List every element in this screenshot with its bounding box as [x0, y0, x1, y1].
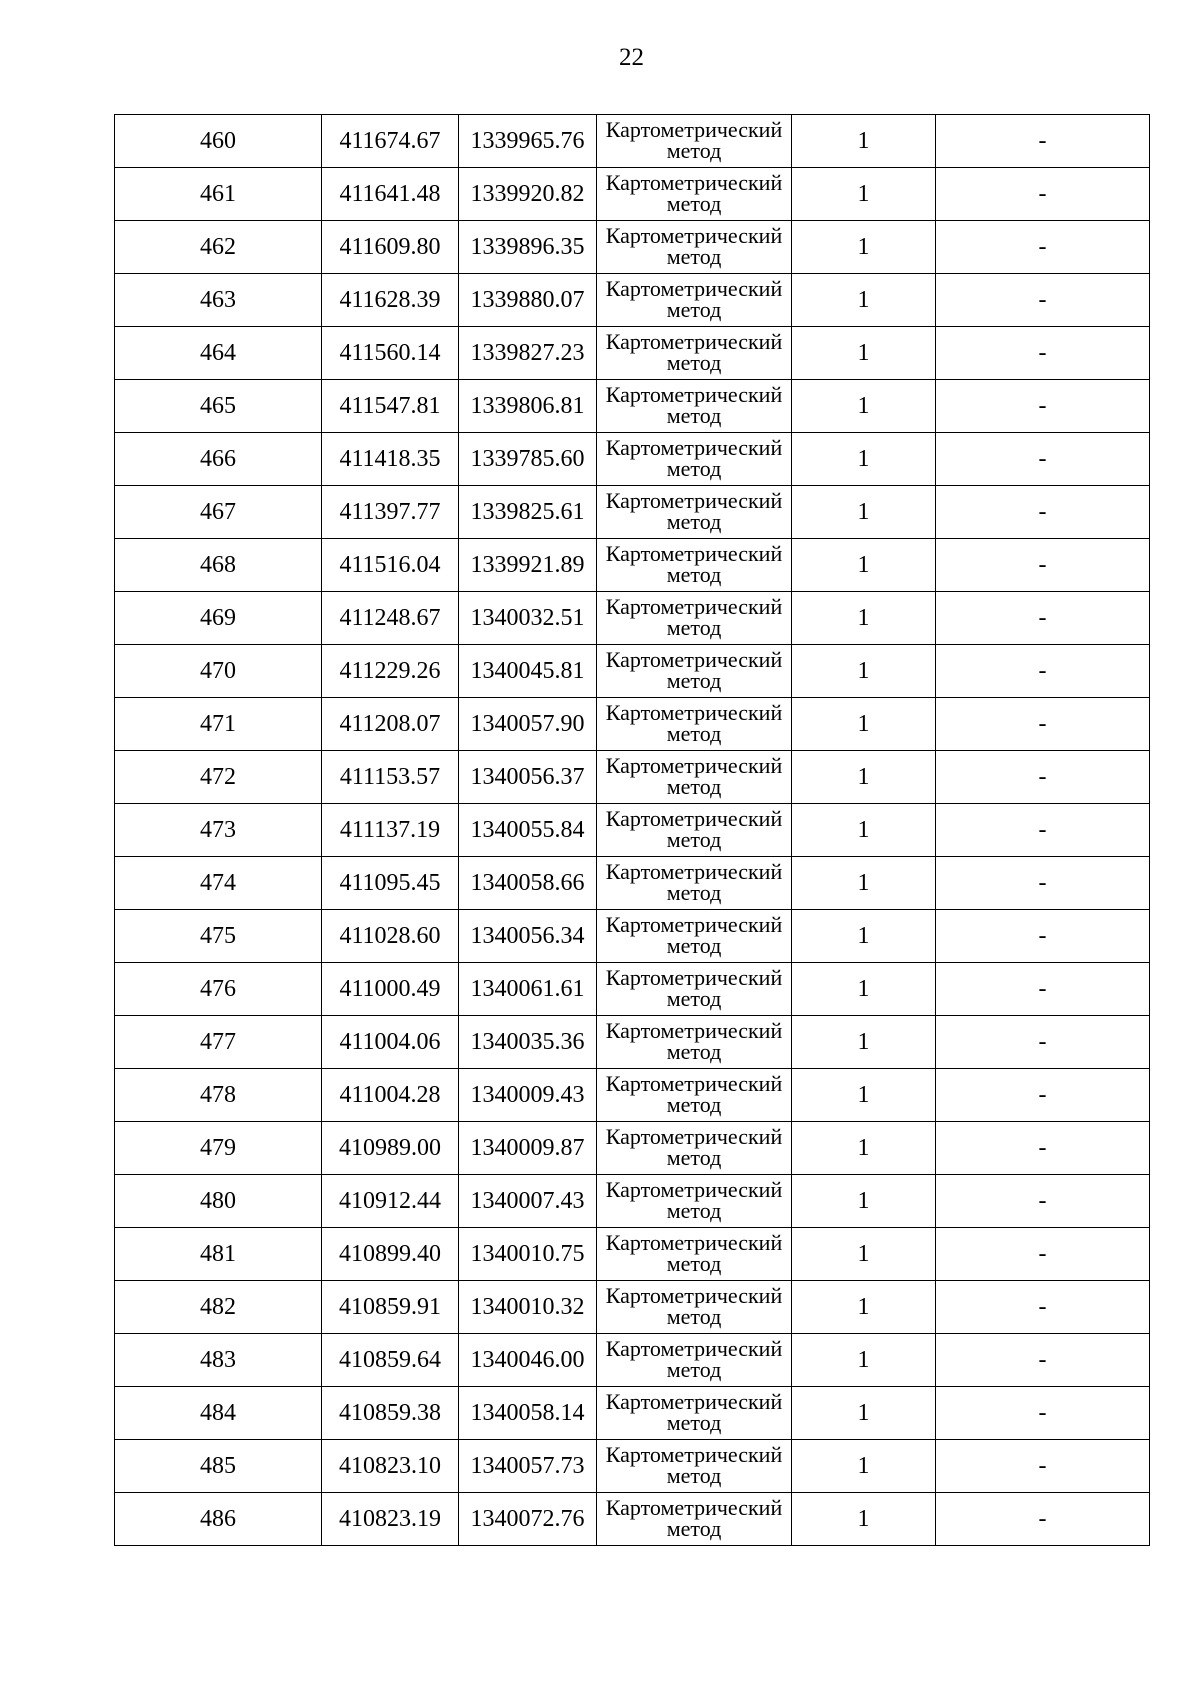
- x-coordinate-cell: 410859.91: [322, 1281, 459, 1334]
- y-coordinate-cell: 1339880.07: [459, 274, 597, 327]
- y-coordinate-cell: 1340009.43: [459, 1069, 597, 1122]
- method-line2: метод: [666, 880, 722, 905]
- method-line2: метод: [666, 509, 722, 534]
- method-cell: [597, 1069, 792, 1122]
- method-cell: [597, 274, 792, 327]
- table-row: [115, 539, 1150, 592]
- method-cell: [597, 1281, 792, 1334]
- accuracy-cell: 1: [792, 433, 936, 486]
- method-line1: Картометрический: [605, 1177, 783, 1203]
- method-cell: [597, 327, 792, 380]
- method-line1: Картометрический: [605, 647, 783, 673]
- point-number-cell: 460: [115, 115, 322, 168]
- y-coordinate-cell: 1340032.51: [459, 592, 597, 645]
- method-cell: [597, 698, 792, 751]
- method-line2: метод: [666, 933, 722, 958]
- table-row: [115, 963, 1150, 1016]
- y-coordinate-cell: 1340058.66: [459, 857, 597, 910]
- accuracy-cell: 1: [792, 751, 936, 804]
- y-coordinate-cell: 1339921.89: [459, 539, 597, 592]
- note-cell: -: [936, 1228, 1150, 1281]
- note-cell: -: [936, 1387, 1150, 1440]
- method-line1: Картометрический: [605, 1442, 783, 1468]
- method-line1: Картометрический: [605, 1071, 783, 1097]
- accuracy-cell: 1: [792, 115, 936, 168]
- x-coordinate-cell: 411628.39: [322, 274, 459, 327]
- method-cell: [597, 486, 792, 539]
- accuracy-cell: 1: [792, 910, 936, 963]
- point-number-cell: 480: [115, 1175, 322, 1228]
- table-row: [115, 698, 1150, 751]
- method-line2: метод: [666, 562, 722, 587]
- method-line1: Картометрический: [605, 700, 783, 726]
- method-cell: [597, 1016, 792, 1069]
- table-row: [115, 751, 1150, 804]
- accuracy-cell: 1: [792, 274, 936, 327]
- x-coordinate-cell: 410859.64: [322, 1334, 459, 1387]
- y-coordinate-cell: 1340007.43: [459, 1175, 597, 1228]
- note-cell: -: [936, 433, 1150, 486]
- point-number-cell: 474: [115, 857, 322, 910]
- y-coordinate-cell: 1339920.82: [459, 168, 597, 221]
- x-coordinate-cell: 411248.67: [322, 592, 459, 645]
- method-line2: метод: [666, 1463, 722, 1488]
- accuracy-cell: 1: [792, 221, 936, 274]
- method-line1: Картометрический: [605, 329, 783, 355]
- accuracy-cell: 1: [792, 963, 936, 1016]
- method-line2: метод: [666, 244, 722, 269]
- x-coordinate-cell: 411418.35: [322, 433, 459, 486]
- x-coordinate-cell: 411397.77: [322, 486, 459, 539]
- method-cell: [597, 1387, 792, 1440]
- point-number-cell: 477: [115, 1016, 322, 1069]
- point-number-cell: 478: [115, 1069, 322, 1122]
- point-number-cell: 469: [115, 592, 322, 645]
- method-cell: [597, 1228, 792, 1281]
- method-cell: [597, 115, 792, 168]
- table-row: [115, 1069, 1150, 1122]
- table-row: [115, 592, 1150, 645]
- method-cell: [597, 380, 792, 433]
- x-coordinate-cell: 411028.60: [322, 910, 459, 963]
- x-coordinate-cell: 410823.10: [322, 1440, 459, 1493]
- method-line2: метод: [666, 403, 722, 428]
- y-coordinate-cell: 1339827.23: [459, 327, 597, 380]
- y-coordinate-cell: 1340058.14: [459, 1387, 597, 1440]
- point-number-cell: 468: [115, 539, 322, 592]
- method-line1: Картометрический: [605, 1336, 783, 1362]
- method-line1: Картометрический: [605, 223, 783, 249]
- accuracy-cell: 1: [792, 1228, 936, 1281]
- point-number-cell: 482: [115, 1281, 322, 1334]
- note-cell: -: [936, 168, 1150, 221]
- method-cell: [597, 804, 792, 857]
- point-number-cell: 483: [115, 1334, 322, 1387]
- method-cell: [597, 910, 792, 963]
- point-number-cell: 463: [115, 274, 322, 327]
- x-coordinate-cell: 410823.19: [322, 1493, 459, 1546]
- method-cell: [597, 433, 792, 486]
- page-number: 22: [619, 44, 644, 71]
- accuracy-cell: 1: [792, 645, 936, 698]
- table-row: [115, 804, 1150, 857]
- method-line1: Картометрический: [605, 965, 783, 991]
- method-line1: Картометрический: [605, 753, 783, 779]
- point-number-cell: 473: [115, 804, 322, 857]
- table-row: [115, 1281, 1150, 1334]
- method-cell: [597, 645, 792, 698]
- note-cell: -: [936, 221, 1150, 274]
- note-cell: -: [936, 327, 1150, 380]
- note-cell: -: [936, 592, 1150, 645]
- x-coordinate-cell: 411674.67: [322, 115, 459, 168]
- table-row: [115, 1228, 1150, 1281]
- note-cell: -: [936, 1493, 1150, 1546]
- point-number-cell: 471: [115, 698, 322, 751]
- y-coordinate-cell: 1340046.00: [459, 1334, 597, 1387]
- note-cell: -: [936, 274, 1150, 327]
- table-row: [115, 221, 1150, 274]
- accuracy-cell: 1: [792, 539, 936, 592]
- note-cell: -: [936, 698, 1150, 751]
- note-cell: -: [936, 857, 1150, 910]
- method-line1: Картометрический: [605, 170, 783, 196]
- x-coordinate-cell: 411004.06: [322, 1016, 459, 1069]
- y-coordinate-cell: 1340010.32: [459, 1281, 597, 1334]
- x-coordinate-cell: 411004.28: [322, 1069, 459, 1122]
- accuracy-cell: 1: [792, 1334, 936, 1387]
- method-line2: метод: [666, 721, 722, 746]
- x-coordinate-cell: 411000.49: [322, 963, 459, 1016]
- method-line1: Картометрический: [605, 912, 783, 938]
- method-line2: метод: [666, 827, 722, 852]
- method-cell: [597, 963, 792, 1016]
- method-cell: [597, 539, 792, 592]
- accuracy-cell: 1: [792, 1069, 936, 1122]
- y-coordinate-cell: 1340072.76: [459, 1493, 597, 1546]
- point-number-cell: 479: [115, 1122, 322, 1175]
- method-line1: Картометрический: [605, 541, 783, 567]
- note-cell: -: [936, 1175, 1150, 1228]
- method-line1: Картометрический: [605, 1124, 783, 1150]
- method-line1: Картометрический: [605, 435, 783, 461]
- method-line1: Картометрический: [605, 594, 783, 620]
- point-number-cell: 461: [115, 168, 322, 221]
- point-number-cell: 466: [115, 433, 322, 486]
- note-cell: -: [936, 751, 1150, 804]
- point-number-cell: 470: [115, 645, 322, 698]
- accuracy-cell: 1: [792, 1281, 936, 1334]
- method-line2: метод: [666, 668, 722, 693]
- y-coordinate-cell: 1340035.36: [459, 1016, 597, 1069]
- y-coordinate-cell: 1340055.84: [459, 804, 597, 857]
- method-line2: метод: [666, 138, 722, 163]
- method-line1: Картометрический: [605, 488, 783, 514]
- method-line2: метод: [666, 1251, 722, 1276]
- accuracy-cell: 1: [792, 1122, 936, 1175]
- point-number-cell: 464: [115, 327, 322, 380]
- accuracy-cell: 1: [792, 1016, 936, 1069]
- method-line2: метод: [666, 1039, 722, 1064]
- table-row: [115, 1175, 1150, 1228]
- table-row: [115, 1493, 1150, 1546]
- note-cell: -: [936, 1122, 1150, 1175]
- accuracy-cell: 1: [792, 804, 936, 857]
- accuracy-cell: 1: [792, 486, 936, 539]
- table-row: [115, 274, 1150, 327]
- y-coordinate-cell: 1340010.75: [459, 1228, 597, 1281]
- method-line2: метод: [666, 1357, 722, 1382]
- method-cell: [597, 857, 792, 910]
- note-cell: -: [936, 645, 1150, 698]
- table-row: [115, 380, 1150, 433]
- accuracy-cell: 1: [792, 592, 936, 645]
- method-line2: метод: [666, 1092, 722, 1117]
- table-row: [115, 433, 1150, 486]
- point-number-cell: 465: [115, 380, 322, 433]
- method-line2: метод: [666, 350, 722, 375]
- method-line1: Картометрический: [605, 1389, 783, 1415]
- method-line1: Картометрический: [605, 1495, 783, 1521]
- point-number-cell: 467: [115, 486, 322, 539]
- point-number-cell: 475: [115, 910, 322, 963]
- method-cell: [597, 221, 792, 274]
- accuracy-cell: 1: [792, 1440, 936, 1493]
- accuracy-cell: 1: [792, 1175, 936, 1228]
- y-coordinate-cell: 1340056.34: [459, 910, 597, 963]
- method-line2: метод: [666, 1304, 722, 1329]
- x-coordinate-cell: 411153.57: [322, 751, 459, 804]
- method-line2: метод: [666, 1145, 722, 1170]
- y-coordinate-cell: 1340056.37: [459, 751, 597, 804]
- table-row: [115, 168, 1150, 221]
- point-number-cell: 486: [115, 1493, 322, 1546]
- method-line2: метод: [666, 774, 722, 799]
- y-coordinate-cell: 1340045.81: [459, 645, 597, 698]
- method-cell: [597, 751, 792, 804]
- note-cell: -: [936, 115, 1150, 168]
- method-line2: метод: [666, 1410, 722, 1435]
- x-coordinate-cell: 411137.19: [322, 804, 459, 857]
- table-row: [115, 327, 1150, 380]
- table-row: [115, 1440, 1150, 1493]
- note-cell: -: [936, 380, 1150, 433]
- note-cell: -: [936, 910, 1150, 963]
- method-line1: Картометрический: [605, 117, 783, 143]
- point-number-cell: 484: [115, 1387, 322, 1440]
- y-coordinate-cell: 1339785.60: [459, 433, 597, 486]
- method-line2: метод: [666, 456, 722, 481]
- note-cell: -: [936, 1016, 1150, 1069]
- note-cell: -: [936, 963, 1150, 1016]
- accuracy-cell: 1: [792, 168, 936, 221]
- y-coordinate-cell: 1339965.76: [459, 115, 597, 168]
- accuracy-cell: 1: [792, 327, 936, 380]
- accuracy-cell: 1: [792, 1493, 936, 1546]
- point-number-cell: 476: [115, 963, 322, 1016]
- method-line1: Картометрический: [605, 1283, 783, 1309]
- note-cell: -: [936, 539, 1150, 592]
- note-cell: -: [936, 1440, 1150, 1493]
- method-cell: [597, 1122, 792, 1175]
- x-coordinate-cell: 411560.14: [322, 327, 459, 380]
- table-row: [115, 1387, 1150, 1440]
- point-number-cell: 485: [115, 1440, 322, 1493]
- x-coordinate-cell: 410989.00: [322, 1122, 459, 1175]
- method-line2: метод: [666, 297, 722, 322]
- method-cell: [597, 168, 792, 221]
- accuracy-cell: 1: [792, 380, 936, 433]
- point-number-cell: 481: [115, 1228, 322, 1281]
- y-coordinate-cell: 1339825.61: [459, 486, 597, 539]
- note-cell: -: [936, 1281, 1150, 1334]
- method-cell: [597, 1440, 792, 1493]
- y-coordinate-cell: 1340009.87: [459, 1122, 597, 1175]
- table-row: [115, 857, 1150, 910]
- x-coordinate-cell: 411208.07: [322, 698, 459, 751]
- x-coordinate-cell: 411547.81: [322, 380, 459, 433]
- method-line1: Картометрический: [605, 382, 783, 408]
- x-coordinate-cell: 411229.26: [322, 645, 459, 698]
- y-coordinate-cell: 1340057.90: [459, 698, 597, 751]
- method-cell: [597, 1334, 792, 1387]
- method-line1: Картометрический: [605, 806, 783, 832]
- method-line1: Картометрический: [605, 276, 783, 302]
- y-coordinate-cell: 1340057.73: [459, 1440, 597, 1493]
- y-coordinate-cell: 1340061.61: [459, 963, 597, 1016]
- method-cell: [597, 592, 792, 645]
- table-row: [115, 1016, 1150, 1069]
- method-line1: Картометрический: [605, 1018, 783, 1044]
- x-coordinate-cell: 410859.38: [322, 1387, 459, 1440]
- x-coordinate-cell: 411641.48: [322, 168, 459, 221]
- coordinates-table: [114, 114, 1150, 1546]
- accuracy-cell: 1: [792, 1387, 936, 1440]
- method-cell: [597, 1493, 792, 1546]
- method-line2: метод: [666, 1516, 722, 1541]
- method-line1: Картометрический: [605, 859, 783, 885]
- point-number-cell: 462: [115, 221, 322, 274]
- note-cell: -: [936, 486, 1150, 539]
- method-line2: метод: [666, 986, 722, 1011]
- y-coordinate-cell: 1339896.35: [459, 221, 597, 274]
- method-line1: Картометрический: [605, 1230, 783, 1256]
- note-cell: -: [936, 1069, 1150, 1122]
- table-body: [115, 115, 1150, 1546]
- method-line2: метод: [666, 191, 722, 216]
- accuracy-cell: 1: [792, 698, 936, 751]
- accuracy-cell: 1: [792, 857, 936, 910]
- table-row: [115, 645, 1150, 698]
- method-line2: метод: [666, 615, 722, 640]
- table-row: [115, 115, 1150, 168]
- table-row: [115, 486, 1150, 539]
- method-cell: [597, 1175, 792, 1228]
- x-coordinate-cell: 411609.80: [322, 221, 459, 274]
- table-row: [115, 1334, 1150, 1387]
- x-coordinate-cell: 411095.45: [322, 857, 459, 910]
- table-row: [115, 910, 1150, 963]
- y-coordinate-cell: 1339806.81: [459, 380, 597, 433]
- table-row: [115, 1122, 1150, 1175]
- method-line2: метод: [666, 1198, 722, 1223]
- note-cell: -: [936, 804, 1150, 857]
- x-coordinate-cell: 410899.40: [322, 1228, 459, 1281]
- note-cell: -: [936, 1334, 1150, 1387]
- x-coordinate-cell: 410912.44: [322, 1175, 459, 1228]
- x-coordinate-cell: 411516.04: [322, 539, 459, 592]
- point-number-cell: 472: [115, 751, 322, 804]
